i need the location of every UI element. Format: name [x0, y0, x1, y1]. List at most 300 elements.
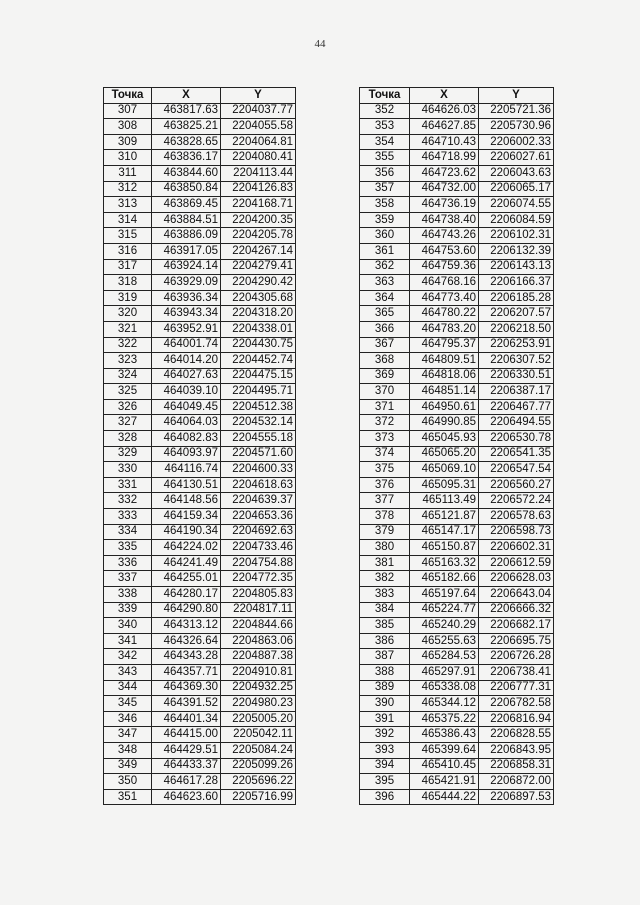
point-number-cell: 328 [104, 431, 152, 447]
point-number-cell: 323 [104, 353, 152, 369]
point-number-cell: 375 [360, 462, 410, 478]
y-coordinate-cell: 2204305.68 [221, 290, 296, 306]
table-row [104, 540, 296, 556]
y-coordinate-cell: 2204532.14 [221, 415, 296, 431]
point-number-cell: 316 [104, 243, 152, 259]
table-row [104, 493, 296, 509]
y-coordinate-cell: 2206628.03 [479, 571, 554, 587]
y-coordinate-cell: 2206872.00 [479, 774, 554, 790]
point-number-cell: 307 [104, 103, 152, 119]
table-row [104, 306, 296, 322]
x-coordinate-cell: 464851.14 [410, 384, 479, 400]
point-number-cell: 369 [360, 368, 410, 384]
y-coordinate-cell: 2204430.75 [221, 337, 296, 353]
table-row [104, 446, 296, 462]
y-coordinate-cell: 2206166.37 [479, 275, 554, 291]
table-header-row [104, 88, 296, 104]
point-number-cell: 363 [360, 275, 410, 291]
point-number-cell: 352 [360, 103, 410, 119]
point-number-cell: 312 [104, 181, 152, 197]
point-number-cell: 317 [104, 259, 152, 275]
point-number-cell: 382 [360, 571, 410, 587]
table-row [104, 602, 296, 618]
table-row [104, 399, 296, 415]
point-number-cell: 309 [104, 134, 152, 150]
table-row [360, 633, 554, 649]
y-coordinate-cell: 2204452.74 [221, 353, 296, 369]
y-coordinate-cell: 2206666.32 [479, 602, 554, 618]
x-coordinate-cell: 464401.34 [152, 711, 221, 727]
table-row [104, 727, 296, 743]
y-coordinate-cell: 2204618.63 [221, 477, 296, 493]
y-coordinate-cell: 2204338.01 [221, 321, 296, 337]
x-coordinate-cell: 464759.36 [410, 259, 479, 275]
table-row [360, 384, 554, 400]
header-x: X [410, 88, 479, 104]
table-row [104, 571, 296, 587]
y-coordinate-cell: 2204844.66 [221, 618, 296, 634]
table-row [104, 555, 296, 571]
table-row [104, 664, 296, 680]
x-coordinate-cell: 464093.97 [152, 446, 221, 462]
x-coordinate-cell: 464027.63 [152, 368, 221, 384]
point-number-cell: 314 [104, 212, 152, 228]
x-coordinate-cell: 463924.14 [152, 259, 221, 275]
table-row [104, 509, 296, 525]
x-coordinate-cell: 464391.52 [152, 696, 221, 712]
table-row [104, 353, 296, 369]
x-coordinate-cell: 463917.05 [152, 243, 221, 259]
x-coordinate-cell: 464224.02 [152, 540, 221, 556]
x-coordinate-cell: 464780.22 [410, 306, 479, 322]
x-coordinate-cell: 465284.53 [410, 649, 479, 665]
x-coordinate-cell: 464001.74 [152, 337, 221, 353]
table-row [360, 415, 554, 431]
table-row [360, 509, 554, 525]
table-row [104, 337, 296, 353]
table-row [360, 119, 554, 135]
point-number-cell: 391 [360, 711, 410, 727]
x-coordinate-cell: 465163.32 [410, 555, 479, 571]
point-number-cell: 337 [104, 571, 152, 587]
y-coordinate-cell: 2204754.88 [221, 555, 296, 571]
x-coordinate-cell: 464429.51 [152, 742, 221, 758]
point-number-cell: 361 [360, 243, 410, 259]
point-number-cell: 333 [104, 509, 152, 525]
table-row [104, 103, 296, 119]
point-number-cell: 334 [104, 524, 152, 540]
table-row [104, 290, 296, 306]
table-row [104, 680, 296, 696]
table-row [360, 290, 554, 306]
x-coordinate-cell: 464617.28 [152, 774, 221, 790]
table-row [360, 165, 554, 181]
y-coordinate-cell: 2206043.63 [479, 165, 554, 181]
coordinates-table-right [359, 87, 554, 805]
x-coordinate-cell: 465121.87 [410, 509, 479, 525]
point-number-cell: 329 [104, 446, 152, 462]
table-row [360, 197, 554, 213]
x-coordinate-cell: 464736.19 [410, 197, 479, 213]
point-number-cell: 356 [360, 165, 410, 181]
y-coordinate-cell: 2206578.63 [479, 509, 554, 525]
y-coordinate-cell: 2204817.11 [221, 602, 296, 618]
point-number-cell: 331 [104, 477, 152, 493]
point-number-cell: 392 [360, 727, 410, 743]
point-number-cell: 373 [360, 431, 410, 447]
x-coordinate-cell: 464433.37 [152, 758, 221, 774]
y-coordinate-cell: 2206253.91 [479, 337, 554, 353]
point-number-cell: 396 [360, 789, 410, 805]
point-number-cell: 383 [360, 587, 410, 603]
point-number-cell: 395 [360, 774, 410, 790]
y-coordinate-cell: 2204205.78 [221, 228, 296, 244]
y-coordinate-cell: 2205005.20 [221, 711, 296, 727]
table-row [104, 259, 296, 275]
table-row [104, 119, 296, 135]
x-coordinate-cell: 465297.91 [410, 664, 479, 680]
point-number-cell: 371 [360, 399, 410, 415]
y-coordinate-cell: 2206002.33 [479, 134, 554, 150]
y-coordinate-cell: 2204080.41 [221, 150, 296, 166]
point-number-cell: 330 [104, 462, 152, 478]
table-row [104, 462, 296, 478]
table-row [104, 275, 296, 291]
y-coordinate-cell: 2206843.95 [479, 742, 554, 758]
point-number-cell: 343 [104, 664, 152, 680]
table-row [104, 758, 296, 774]
header-y: Y [221, 88, 296, 104]
y-coordinate-cell: 2204653.36 [221, 509, 296, 525]
point-number-cell: 310 [104, 150, 152, 166]
point-number-cell: 384 [360, 602, 410, 618]
point-number-cell: 340 [104, 618, 152, 634]
table-row [104, 524, 296, 540]
point-number-cell: 336 [104, 555, 152, 571]
x-coordinate-cell: 464343.28 [152, 649, 221, 665]
table-row [104, 633, 296, 649]
table-row [104, 742, 296, 758]
x-coordinate-cell: 464039.10 [152, 384, 221, 400]
x-coordinate-cell: 464768.16 [410, 275, 479, 291]
table-row [104, 789, 296, 805]
y-coordinate-cell: 2204639.37 [221, 493, 296, 509]
point-number-cell: 394 [360, 758, 410, 774]
x-coordinate-cell: 465344.12 [410, 696, 479, 712]
y-coordinate-cell: 2204910.81 [221, 664, 296, 680]
y-coordinate-cell: 2204733.46 [221, 540, 296, 556]
point-number-cell: 385 [360, 618, 410, 634]
x-coordinate-cell: 463869.45 [152, 197, 221, 213]
y-coordinate-cell: 2206027.61 [479, 150, 554, 166]
y-coordinate-cell: 2206547.54 [479, 462, 554, 478]
y-coordinate-cell: 2205716.99 [221, 789, 296, 805]
table-row [104, 696, 296, 712]
point-number-cell: 315 [104, 228, 152, 244]
x-coordinate-cell: 464290.80 [152, 602, 221, 618]
x-coordinate-cell: 464369.30 [152, 680, 221, 696]
y-coordinate-cell: 2205721.36 [479, 103, 554, 119]
table-row [360, 275, 554, 291]
point-number-cell: 365 [360, 306, 410, 322]
table-row [360, 181, 554, 197]
x-coordinate-cell: 463828.65 [152, 134, 221, 150]
y-coordinate-cell: 2204692.63 [221, 524, 296, 540]
header-y: Y [479, 88, 554, 104]
y-coordinate-cell: 2204980.23 [221, 696, 296, 712]
y-coordinate-cell: 2206074.55 [479, 197, 554, 213]
point-number-cell: 367 [360, 337, 410, 353]
point-number-cell: 377 [360, 493, 410, 509]
x-coordinate-cell: 465338.08 [410, 680, 479, 696]
table-row [360, 150, 554, 166]
y-coordinate-cell: 2204200.35 [221, 212, 296, 228]
table-row [360, 243, 554, 259]
table-row [360, 446, 554, 462]
x-coordinate-cell: 464795.37 [410, 337, 479, 353]
point-number-cell: 354 [360, 134, 410, 150]
y-coordinate-cell: 2204887.38 [221, 649, 296, 665]
x-coordinate-cell: 465444.22 [410, 789, 479, 805]
table-body-right [360, 103, 554, 805]
point-number-cell: 335 [104, 540, 152, 556]
y-coordinate-cell: 2206598.73 [479, 524, 554, 540]
y-coordinate-cell: 2206695.75 [479, 633, 554, 649]
x-coordinate-cell: 464743.26 [410, 228, 479, 244]
table-row [104, 181, 296, 197]
x-coordinate-cell: 463943.34 [152, 306, 221, 322]
x-coordinate-cell: 465045.93 [410, 431, 479, 447]
x-coordinate-cell: 463844.60 [152, 165, 221, 181]
x-coordinate-cell: 464130.51 [152, 477, 221, 493]
x-coordinate-cell: 464626.03 [410, 103, 479, 119]
point-number-cell: 386 [360, 633, 410, 649]
table-row [104, 384, 296, 400]
y-coordinate-cell: 2206572.24 [479, 493, 554, 509]
table-row [360, 555, 554, 571]
table-row [104, 477, 296, 493]
y-coordinate-cell: 2204512.38 [221, 399, 296, 415]
point-number-cell: 324 [104, 368, 152, 384]
point-number-cell: 355 [360, 150, 410, 166]
table-row [360, 431, 554, 447]
x-coordinate-cell: 464357.71 [152, 664, 221, 680]
y-coordinate-cell: 2206782.58 [479, 696, 554, 712]
point-number-cell: 388 [360, 664, 410, 680]
y-coordinate-cell: 2206541.35 [479, 446, 554, 462]
x-coordinate-cell: 464064.03 [152, 415, 221, 431]
y-coordinate-cell: 2206602.31 [479, 540, 554, 556]
x-coordinate-cell: 465410.45 [410, 758, 479, 774]
x-coordinate-cell: 464950.61 [410, 399, 479, 415]
x-coordinate-cell: 463836.17 [152, 150, 221, 166]
y-coordinate-cell: 2206530.78 [479, 431, 554, 447]
table-row [104, 618, 296, 634]
table-row [104, 212, 296, 228]
point-number-cell: 308 [104, 119, 152, 135]
y-coordinate-cell: 2204037.77 [221, 103, 296, 119]
y-coordinate-cell: 2204126.83 [221, 181, 296, 197]
table-row [360, 477, 554, 493]
table-row [104, 711, 296, 727]
table-row [360, 664, 554, 680]
y-coordinate-cell: 2205696.22 [221, 774, 296, 790]
y-coordinate-cell: 2204772.35 [221, 571, 296, 587]
table-row [360, 306, 554, 322]
point-number-cell: 327 [104, 415, 152, 431]
x-coordinate-cell: 465069.10 [410, 462, 479, 478]
point-number-cell: 389 [360, 680, 410, 696]
y-coordinate-cell: 2206132.39 [479, 243, 554, 259]
point-number-cell: 353 [360, 119, 410, 135]
x-coordinate-cell: 464190.34 [152, 524, 221, 540]
table-row [360, 587, 554, 603]
table-row [360, 727, 554, 743]
x-coordinate-cell: 464326.64 [152, 633, 221, 649]
y-coordinate-cell: 2204555.18 [221, 431, 296, 447]
point-number-cell: 387 [360, 649, 410, 665]
table-row [360, 742, 554, 758]
table-row [360, 540, 554, 556]
table-row [360, 228, 554, 244]
table-row [360, 493, 554, 509]
header-point: Точка [360, 88, 410, 104]
x-coordinate-cell: 465147.17 [410, 524, 479, 540]
header-x: X [152, 88, 221, 104]
point-number-cell: 349 [104, 758, 152, 774]
table-row [360, 368, 554, 384]
y-coordinate-cell: 2204805.83 [221, 587, 296, 603]
point-number-cell: 360 [360, 228, 410, 244]
table-row [104, 321, 296, 337]
point-number-cell: 319 [104, 290, 152, 306]
y-coordinate-cell: 2206218.50 [479, 321, 554, 337]
table-row [104, 774, 296, 790]
x-coordinate-cell: 464753.60 [410, 243, 479, 259]
y-coordinate-cell: 2206897.53 [479, 789, 554, 805]
y-coordinate-cell: 2206102.31 [479, 228, 554, 244]
y-coordinate-cell: 2206065.17 [479, 181, 554, 197]
table-row [104, 415, 296, 431]
y-coordinate-cell: 2205099.26 [221, 758, 296, 774]
x-coordinate-cell: 464818.06 [410, 368, 479, 384]
x-coordinate-cell: 464990.85 [410, 415, 479, 431]
table-header-row [360, 88, 554, 104]
point-number-cell: 370 [360, 384, 410, 400]
table-row [360, 337, 554, 353]
point-number-cell: 338 [104, 587, 152, 603]
table-row [104, 431, 296, 447]
x-coordinate-cell: 464809.51 [410, 353, 479, 369]
point-number-cell: 346 [104, 711, 152, 727]
x-coordinate-cell: 465182.66 [410, 571, 479, 587]
point-number-cell: 378 [360, 509, 410, 525]
y-coordinate-cell: 2206682.17 [479, 618, 554, 634]
y-coordinate-cell: 2204064.81 [221, 134, 296, 150]
point-number-cell: 344 [104, 680, 152, 696]
table-row [360, 602, 554, 618]
x-coordinate-cell: 464280.17 [152, 587, 221, 603]
table-row [104, 134, 296, 150]
page-number: 44 [314, 38, 326, 50]
x-coordinate-cell: 464732.00 [410, 181, 479, 197]
point-number-cell: 358 [360, 197, 410, 213]
x-coordinate-cell: 464415.00 [152, 727, 221, 743]
point-number-cell: 332 [104, 493, 152, 509]
table-row [360, 462, 554, 478]
y-coordinate-cell: 2206387.17 [479, 384, 554, 400]
y-coordinate-cell: 2206643.04 [479, 587, 554, 603]
point-number-cell: 357 [360, 181, 410, 197]
point-number-cell: 342 [104, 649, 152, 665]
x-coordinate-cell: 465197.64 [410, 587, 479, 603]
y-coordinate-cell: 2204495.71 [221, 384, 296, 400]
y-coordinate-cell: 2204475.15 [221, 368, 296, 384]
x-coordinate-cell: 464738.40 [410, 212, 479, 228]
point-number-cell: 339 [104, 602, 152, 618]
point-number-cell: 313 [104, 197, 152, 213]
y-coordinate-cell: 2206185.28 [479, 290, 554, 306]
table-row [360, 353, 554, 369]
table-row [360, 103, 554, 119]
y-coordinate-cell: 2206738.41 [479, 664, 554, 680]
x-coordinate-cell: 465375.22 [410, 711, 479, 727]
y-coordinate-cell: 2205042.11 [221, 727, 296, 743]
table-row [360, 524, 554, 540]
y-coordinate-cell: 2204318.20 [221, 306, 296, 322]
point-number-cell: 351 [104, 789, 152, 805]
table-row [104, 197, 296, 213]
x-coordinate-cell: 464627.85 [410, 119, 479, 135]
table-row [360, 789, 554, 805]
x-coordinate-cell: 464241.49 [152, 555, 221, 571]
x-coordinate-cell: 464313.12 [152, 618, 221, 634]
point-number-cell: 318 [104, 275, 152, 291]
point-number-cell: 326 [104, 399, 152, 415]
x-coordinate-cell: 464159.34 [152, 509, 221, 525]
table-row [360, 212, 554, 228]
point-number-cell: 321 [104, 321, 152, 337]
y-coordinate-cell: 2204863.06 [221, 633, 296, 649]
x-coordinate-cell: 465399.64 [410, 742, 479, 758]
x-coordinate-cell: 463825.21 [152, 119, 221, 135]
x-coordinate-cell: 465095.31 [410, 477, 479, 493]
x-coordinate-cell: 465065.20 [410, 446, 479, 462]
point-number-cell: 364 [360, 290, 410, 306]
table-body-left [104, 103, 296, 805]
y-coordinate-cell: 2204113.44 [221, 165, 296, 181]
y-coordinate-cell: 2206143.13 [479, 259, 554, 275]
point-number-cell: 393 [360, 742, 410, 758]
x-coordinate-cell: 463817.63 [152, 103, 221, 119]
x-coordinate-cell: 464773.40 [410, 290, 479, 306]
point-number-cell: 320 [104, 306, 152, 322]
point-number-cell: 345 [104, 696, 152, 712]
x-coordinate-cell: 464014.20 [152, 353, 221, 369]
x-coordinate-cell: 465224.77 [410, 602, 479, 618]
table-row [104, 649, 296, 665]
point-number-cell: 366 [360, 321, 410, 337]
y-coordinate-cell: 2204932.25 [221, 680, 296, 696]
table-row [360, 134, 554, 150]
point-number-cell: 341 [104, 633, 152, 649]
x-coordinate-cell: 464718.99 [410, 150, 479, 166]
y-coordinate-cell: 2204600.33 [221, 462, 296, 478]
table-row [360, 399, 554, 415]
table-row [360, 711, 554, 727]
coordinates-table-left [103, 87, 296, 805]
y-coordinate-cell: 2206560.27 [479, 477, 554, 493]
